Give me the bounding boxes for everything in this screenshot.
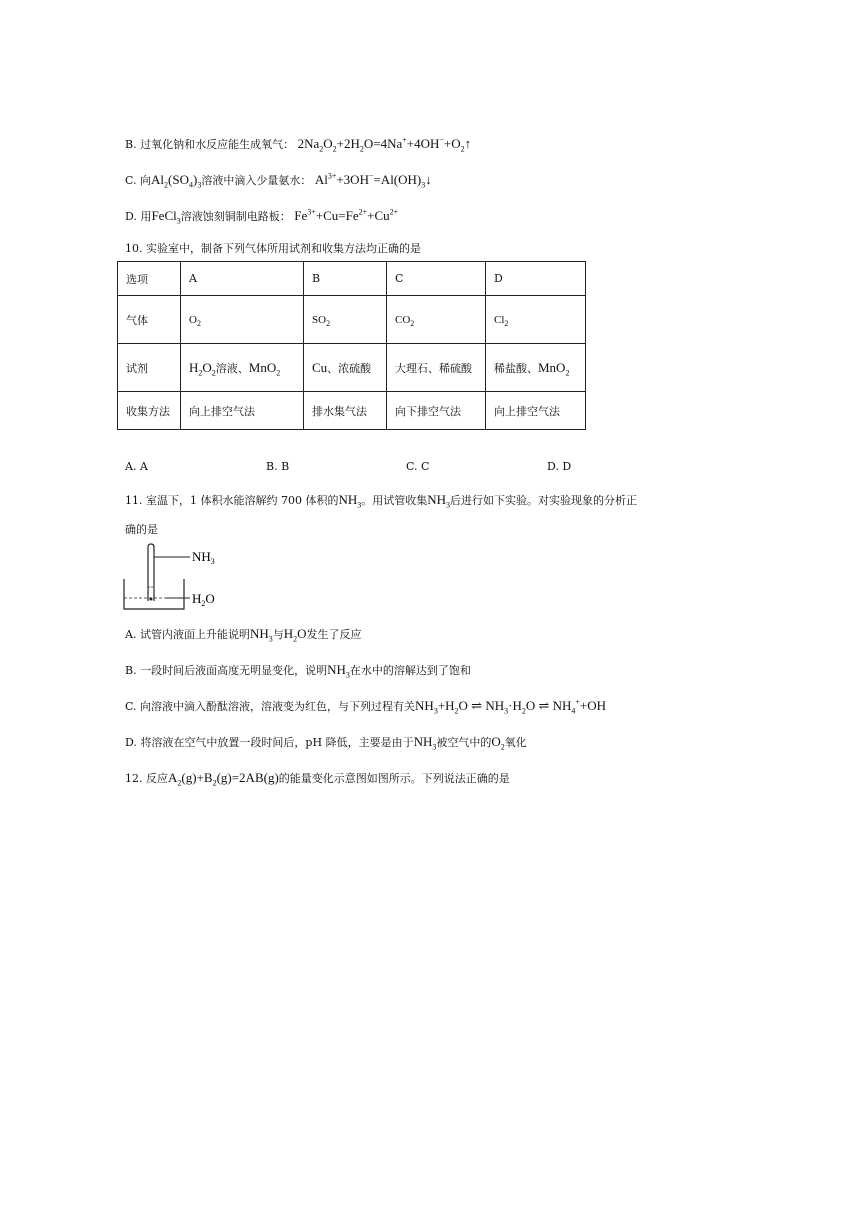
answer-d: D. D [547, 460, 572, 473]
row-label: 试剂 [118, 344, 181, 392]
table-row [118, 296, 586, 344]
q9-option-b-text: 过氧化钠和水反应能生成氧气： [140, 138, 295, 151]
reagent-cell: Cu、浓硫酸 [304, 344, 387, 392]
gas-cell: $O_2$ [181, 296, 304, 344]
q11-option-d: D. 将溶液在空气中放置一段时间后，pH 降低，主要是由于$NH_3$被空气中的$O_2$氧化 [125, 734, 527, 752]
q10-table [117, 261, 586, 430]
q9-option-d: D. 用FeCl$_3$溶液蚀刻铜制电路板： $Fe^{3+}+Cu=Fe^{2+}+Cu^{2+}$ [125, 207, 399, 226]
equation: $Al^{3+}+3OH^-=Al(OH)_3↓$ [314, 171, 432, 190]
reagent-cell: 稀盐酸、MnO$_2$ [486, 344, 586, 392]
nh3-label: $NH_3$ [192, 549, 215, 566]
method-cell: 排水集气法 [304, 392, 387, 430]
q9-option-b: B. 过氧化钠和水反应能生成氧气： $2Na_2O_2+2H_2O=4Na^++4OH^-+O_2↑$ [125, 135, 472, 154]
method-cell: 向上排空气法 [486, 392, 586, 430]
formula: FeCl$_3$ [151, 208, 181, 226]
q11-option-c: C. 向溶液中滴入酚酞溶液，溶液变为红色，与下列过程有关$NH_3+H_2O$ ⇌ $NH_3\cdot H_2O$ ⇌ $NH_4^++OH$ [125, 697, 607, 716]
option-header: B [304, 262, 387, 296]
q11-stem-cont: 确的是 [125, 523, 158, 536]
table-row [118, 344, 586, 392]
reaction-equation: $A_2(g)+B_2(g)=2AB(g)$ [168, 770, 279, 788]
formula: $Al_2(SO_4)_3$ [151, 172, 202, 190]
option-header: C [387, 262, 486, 296]
h2o-label: $H_2O$ [192, 591, 215, 608]
apparatus-diagram [122, 543, 232, 613]
reagent-cell: $H_2O_2$溶液、MnO$_2$ [181, 344, 304, 392]
table-row [118, 262, 586, 296]
row-label: 收集方法 [118, 392, 181, 430]
gas-cell: $CO_2$ [387, 296, 486, 344]
q11-option-a: A. 试管内液面上升能说明$NH_3$与$H_2O$发生了反应 [125, 626, 362, 644]
row-label: 选项 [118, 262, 181, 296]
tube-mouth [150, 598, 153, 601]
method-cell: 向上排空气法 [181, 392, 304, 430]
method-cell: 向下排空气法 [387, 392, 486, 430]
gas-cell: $Cl_2$ [486, 296, 586, 344]
gas-cell: $SO_2$ [304, 296, 387, 344]
answer-b: B. B [266, 460, 290, 473]
option-header: D [486, 262, 586, 296]
q9-option-c: C. 向$Al_2(SO_4)_3$溶液中滴入少量氨水： $Al^{3+}+3OH^-=Al(OH)_3↓$ [125, 171, 432, 190]
equation: $Fe^{3+}+Cu=Fe^{2+}+Cu^{2+}$ [294, 207, 399, 223]
equilibrium-equation: $NH_3+H_2O$ ⇌ $NH_3\cdot H_2O$ ⇌ $NH_4^++OH$ [415, 697, 607, 716]
option-header: A [181, 262, 304, 296]
table-row [118, 392, 586, 430]
q10-stem: 10. 实验室中，制备下列气体所用试剂和收集方法均正确的是 [125, 242, 421, 255]
answer-c: C. C [406, 460, 430, 473]
q12-stem: 12. 反应$A_2(g)+B_2(g)=2AB(g)$的能量变化示意图如图所示。下列说法正确的是 [125, 770, 510, 788]
reagent-cell: 大理石、稀硫酸 [387, 344, 486, 392]
test-tube-shape [148, 544, 154, 601]
answer-a: A. A [125, 460, 148, 473]
q11-stem: 11. 室温下，1 体积水能溶解约 700 体积的$NH_3$。用试管收集$NH_3$后进行如下实验。对实验现象的分析正 [125, 492, 638, 510]
equation: $2Na_2O_2+2H_2O=4Na^++4OH^-+O_2↑$ [297, 135, 472, 154]
row-label: 气体 [118, 296, 181, 344]
q11-option-b: B. 一段时间后液面高度无明显变化，说明$NH_3$在水中的溶解达到了饱和 [125, 662, 471, 680]
